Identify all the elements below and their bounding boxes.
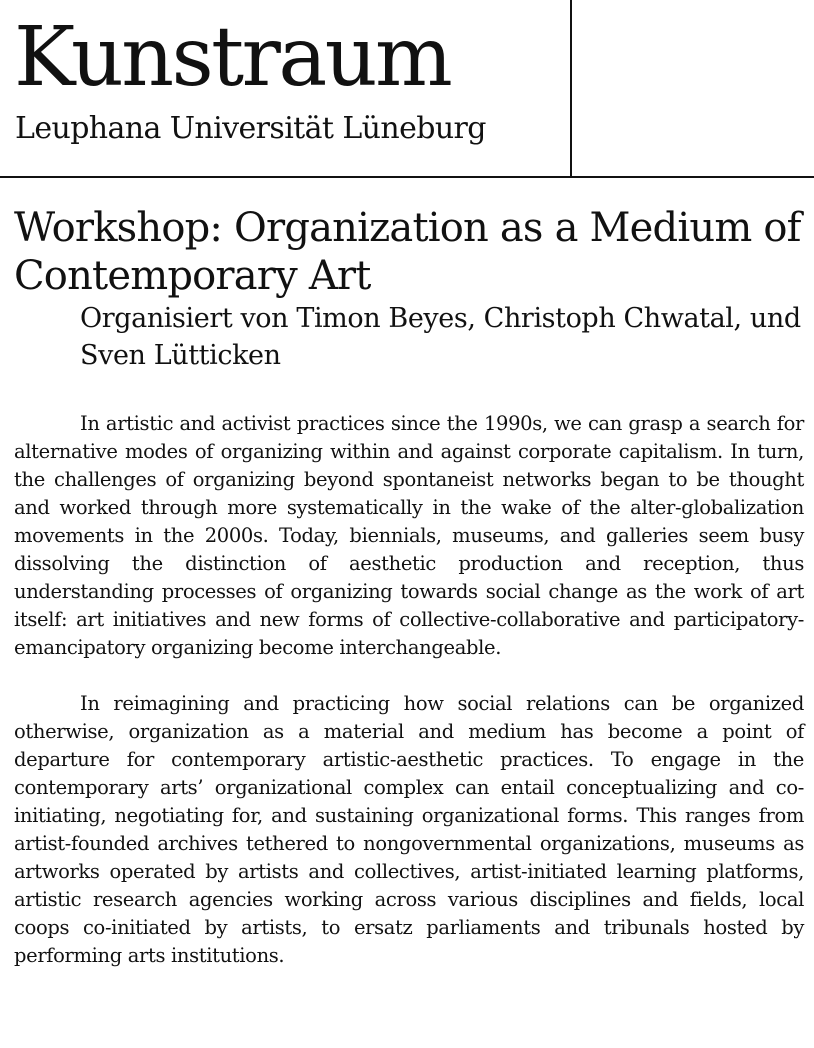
site-logo[interactable] <box>0 0 572 176</box>
site-title[interactable]: Kunstraum <box>14 10 451 105</box>
article-body <box>14 410 804 970</box>
page-title: Workshop: Organization as a Medium of Contemporary Art <box>14 205 801 299</box>
article-paragraph: In reimagining and practicing how social relations can be organized otherwise, organization as a material and medium has become a point of departure for contemporary artistic-aesthetic practices. To engage in the contemporary arts’ organizational complex can entail conceptualizing and co-initiating, negotiating for, and sustaining organizational forms. This ranges from artist-founded archives tethered to nongovernmental organizations, museums as artworks operated by artists and collectives, artist-initiated learning platforms, artistic research agencies working across various disciplines and fields, local coops co-initiated by artists, to ersatz parliaments and tribunals hosted by performing arts institutions. <box>14 692 804 967</box>
article-paragraph: In artistic and activist practices since the 1990s, we can grasp a search for alternative modes of organizing within and against corporate capitalism. In turn, the challenges of organizing beyond spontaneist networks began to be thought and worked through more systematically in the wake of the alter-globalization movements in the 2000s. Today, biennials, museums, and galleries seem busy dissolving the distinction of aesthetic production and reception, thus understanding processes of organizing towards social change as the work of art itself: art initiatives and new forms of collective-collaborative and participatory-emancipatory organizing become interchangeable. <box>14 412 804 659</box>
article-organizers: Organisiert von Timon Beyes, Christoph Chwatal, und Sven Lütticken <box>80 303 801 371</box>
site-subtitle: Leuphana Universität Lüneburg <box>15 111 486 146</box>
article <box>14 204 804 998</box>
site-header <box>0 0 814 178</box>
